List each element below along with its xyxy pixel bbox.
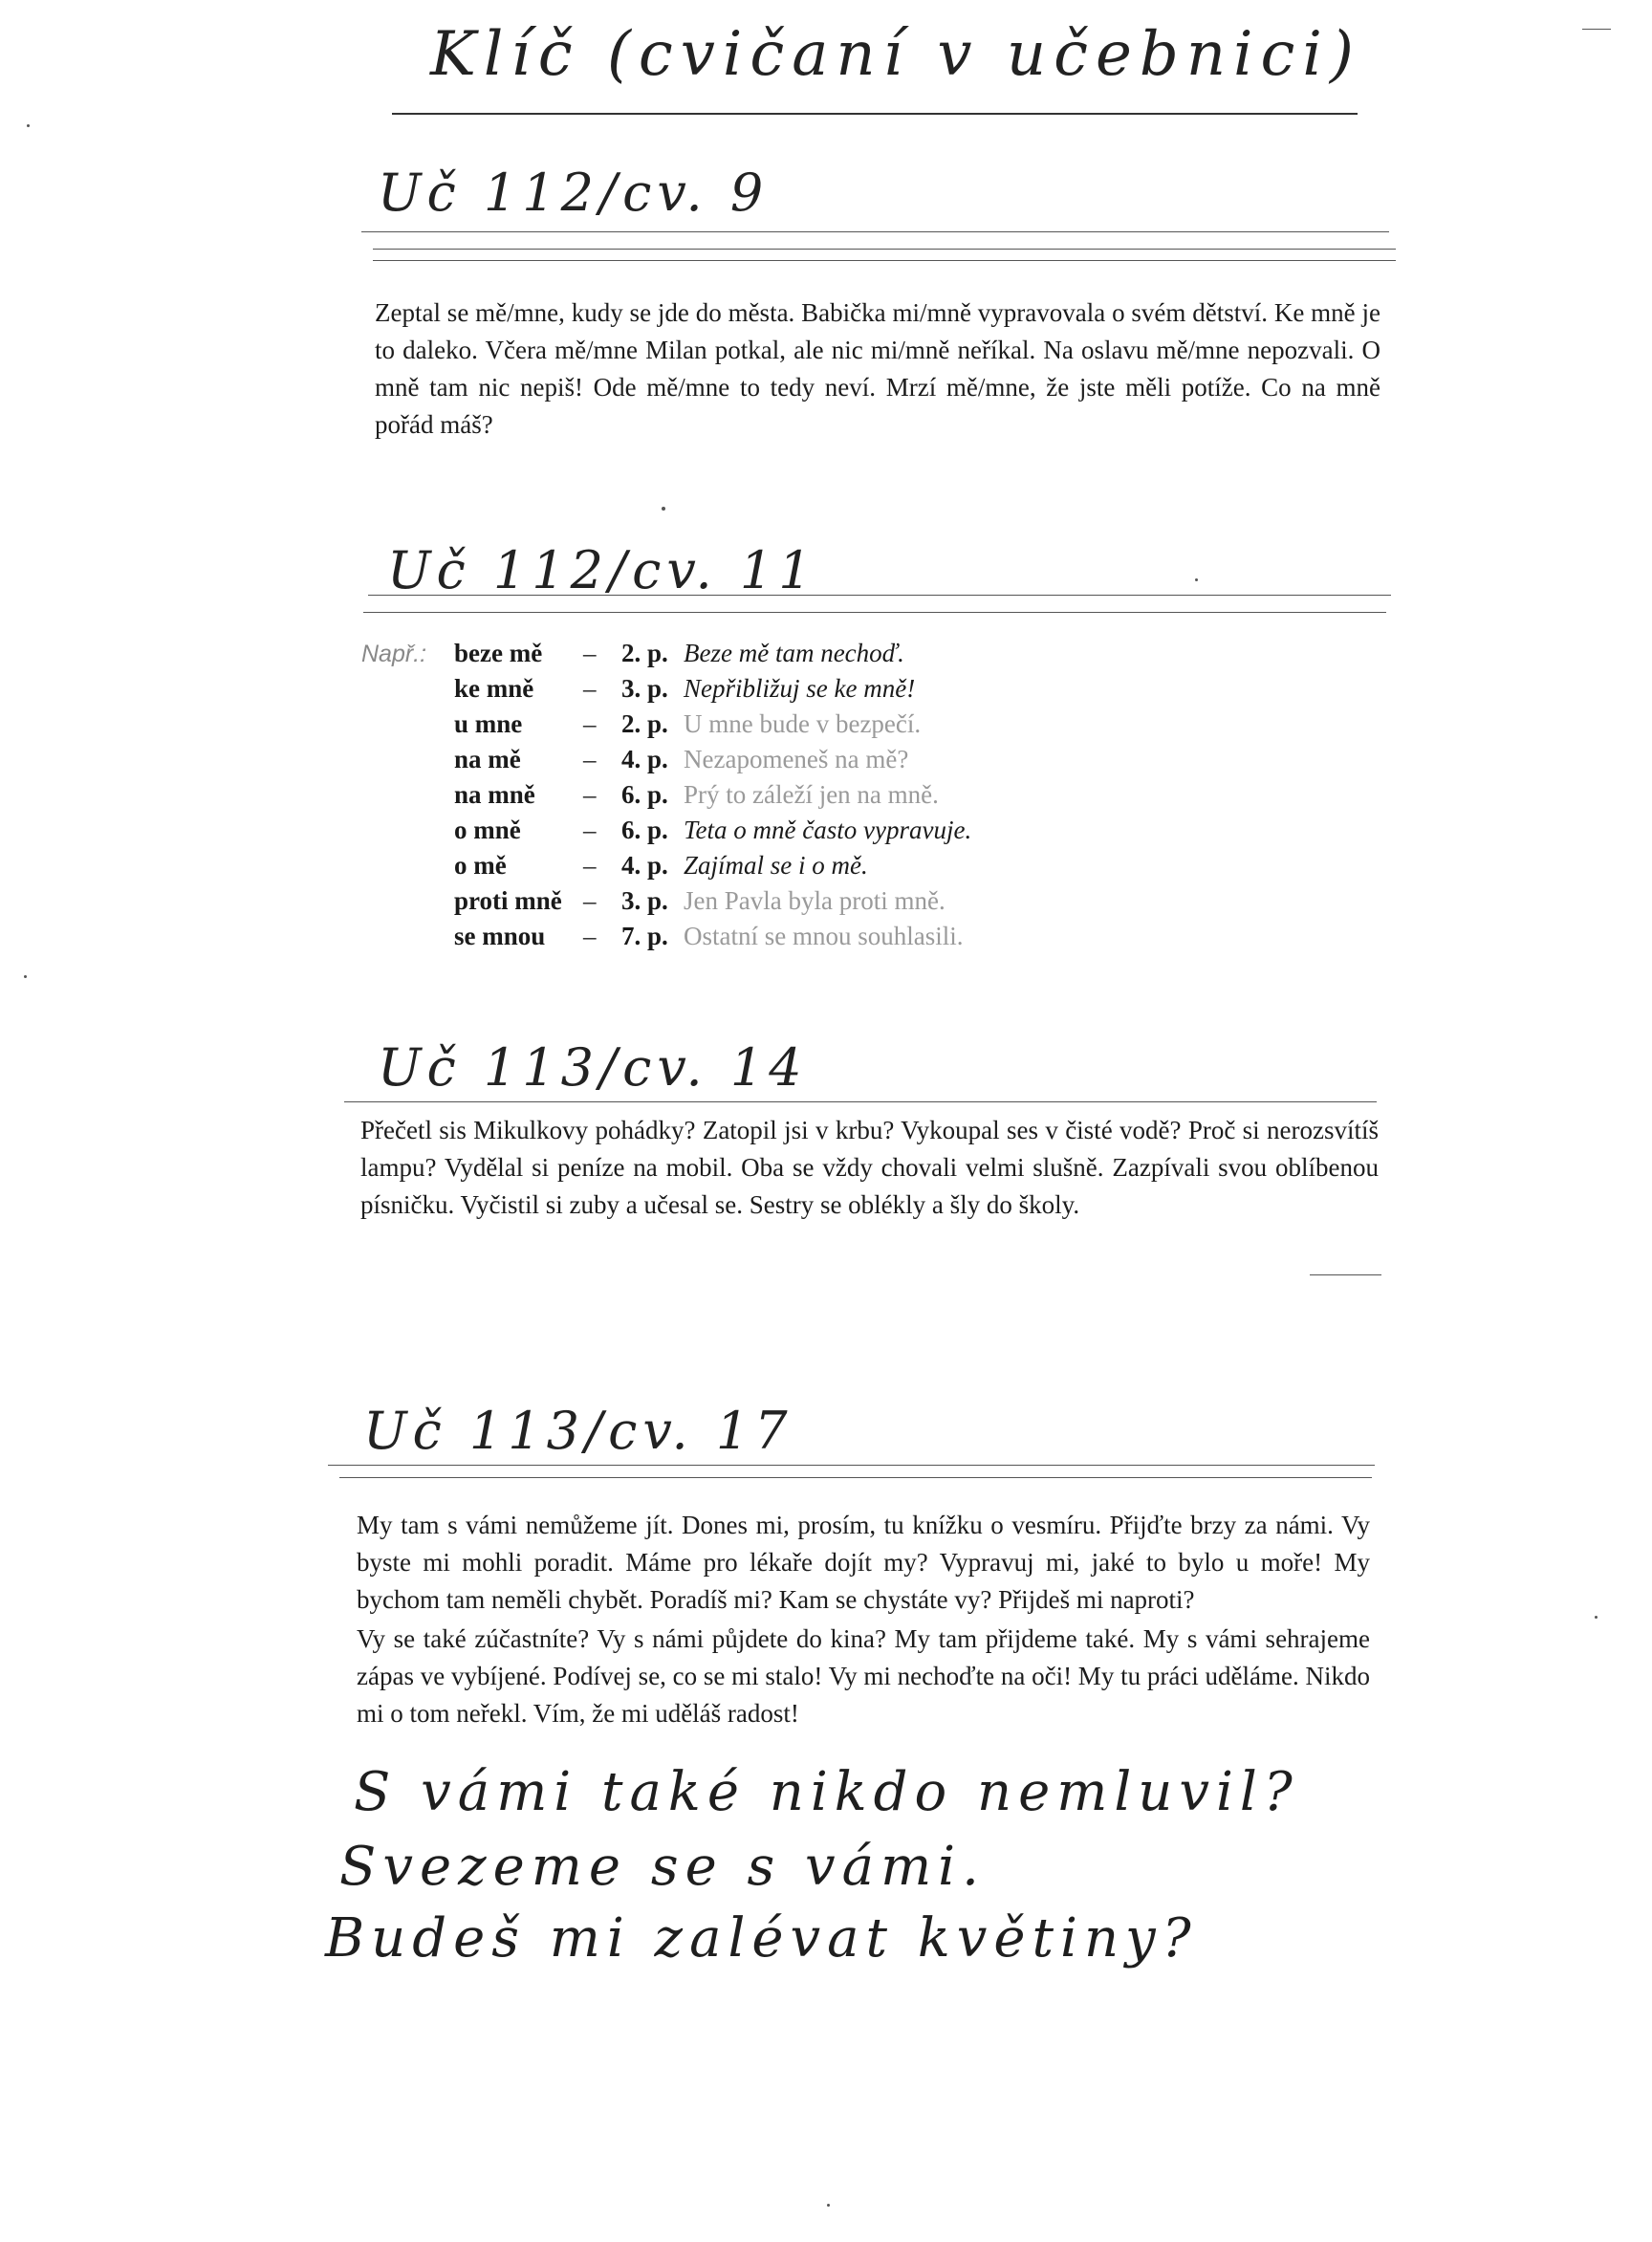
example-dash: – (583, 674, 597, 703)
section-heading-uc-113-cv-14: Uč 113/cv. 14 (378, 1037, 808, 1098)
example-word: beze mě (454, 639, 543, 667)
example-case: 3. p. (621, 674, 668, 703)
section-1-text: Zeptal se mě/mne, kudy se jde do města. Babička mi/mně vypravovala o svém dětství. Ke mně je to daleko. Včera mě/mne Milan potkal, ale nic mi/mně neříkal. Na oslavu mě/mne nepozvali. O mně tam nic nepiš! Ode mě/mne to tedy neví. Mrzí mě/mne, že jste měli potíže. Co na mně pořád máš? (375, 298, 1380, 439)
section-4-rule-2 (339, 1477, 1372, 1478)
section-2-rule (368, 595, 1391, 596)
example-sentence: Nepřibližuj se ke mně! (684, 674, 916, 703)
handwritten-sentence: Budeš mi zalévat květiny? (325, 1907, 1198, 1970)
scan-speck (662, 507, 665, 511)
example-case: 6. p. (621, 816, 668, 844)
section-3-text: Přečetl sis Mikulkovy pohádky? Zatopil jsi v krbu? Vykoupal ses v čisté vodě? Proč si nerozsvítíš lampu? Vydělal si peníze na mobil. Oba se vždy chovali velmi slušně. Zazpívali svou oblíbenou písničku. Vyčistil si zuby a učesal se. Sestry se oblékly a šly do školy. (360, 1116, 1379, 1219)
example-dash: – (583, 745, 597, 773)
example-dash: – (583, 709, 597, 738)
example-dash: – (583, 922, 597, 950)
section-3-bottom-rule (1310, 1274, 1381, 1275)
section-4-text: My tam s vámi nemůžeme jít. Dones mi, prosím, tu knížku o vesmíru. Přijďte brzy za námi. Vy byste mi mohli poradit. Máme pro lékaře dojít my? Vypravuj mi, jaké to bylo u moře! My bychom tam neměli chybět. Poradíš mi? Kam se chystáte vy? Přijdeš mi naproti? (357, 1511, 1370, 1614)
section-3-rule (344, 1101, 1377, 1102)
example-case: 4. p. (621, 745, 668, 773)
example-sentence: Ostatní se mnou souhlasili. (684, 922, 964, 950)
example-case: 7. p. (621, 922, 668, 950)
scan-speck (827, 2204, 830, 2207)
example-prefix: Např.: (361, 641, 427, 667)
section-1-rule (361, 231, 1389, 232)
handwritten-sentence: S vámi také nikdo nemluvil? (354, 1761, 1299, 1823)
example-word: na mě (454, 745, 521, 773)
example-sentence: Jen Pavla byla proti mně. (684, 886, 946, 915)
section-1-rule-2 (373, 249, 1396, 250)
scan-mark (1582, 29, 1611, 30)
title-underline (392, 113, 1358, 115)
scan-speck (1195, 578, 1198, 581)
example-case: 6. p. (621, 780, 668, 809)
example-sentence: Prý to záleží jen na mně. (684, 780, 939, 809)
example-dash: – (583, 886, 597, 915)
example-case: 3. p. (621, 886, 668, 915)
example-case: 4. p. (621, 851, 668, 880)
section-4-rule (328, 1465, 1375, 1466)
example-dash: – (583, 639, 597, 667)
section-heading-uc-113-cv-17: Uč 113/cv. 17 (363, 1401, 793, 1461)
scan-speck (27, 124, 30, 127)
example-sentence: Beze mě tam nechoď. (684, 639, 904, 667)
scan-speck (1595, 1616, 1598, 1619)
section-1-rule-3 (373, 260, 1396, 261)
example-sentence: Nezapomeneš na mě? (684, 745, 909, 773)
example-sentence: Zajímal se i o mě. (684, 851, 868, 880)
example-word: ke mně (454, 674, 534, 703)
example-dash: – (583, 851, 597, 880)
example-dash: – (583, 816, 597, 844)
example-word: u mne (454, 709, 523, 738)
section-2-rule-2 (363, 612, 1386, 613)
section-heading-uc-112-cv-9: Uč 112/cv. 9 (378, 163, 770, 223)
example-word: o mně (454, 816, 521, 844)
example-word: proti mně (454, 886, 562, 915)
example-sentence: Teta o mně často vypravuje. (684, 816, 972, 844)
scan-speck (24, 975, 27, 978)
example-sentence: U mne bude v bezpečí. (684, 709, 922, 738)
example-case: 2. p. (621, 639, 668, 667)
handwritten-sentence: Svezeme se s vámi. (339, 1836, 986, 1898)
example-case: 2. p. (621, 709, 668, 738)
example-word: o mě (454, 851, 507, 880)
example-word: na mně (454, 780, 535, 809)
section-4-text-2: Vy se také zúčastníte? Vy s námi půjdete do kina? My tam přijdeme také. My s vámi sehrajeme zápas ve vybíjené. Podívej se, co se mi stalo! Vy mi nechoďte na oči! My tu práci uděláme. Nikdo mi o tom neřekl. Vím, že mi uděláš radost! (357, 1624, 1370, 1728)
document-title: Klíč (cvičaní v učebnici) (430, 19, 1361, 90)
example-dash: – (583, 780, 597, 809)
section-heading-uc-112-cv-11: Uč 112/cv. 11 (387, 540, 817, 600)
example-word: se mnou (454, 922, 546, 950)
